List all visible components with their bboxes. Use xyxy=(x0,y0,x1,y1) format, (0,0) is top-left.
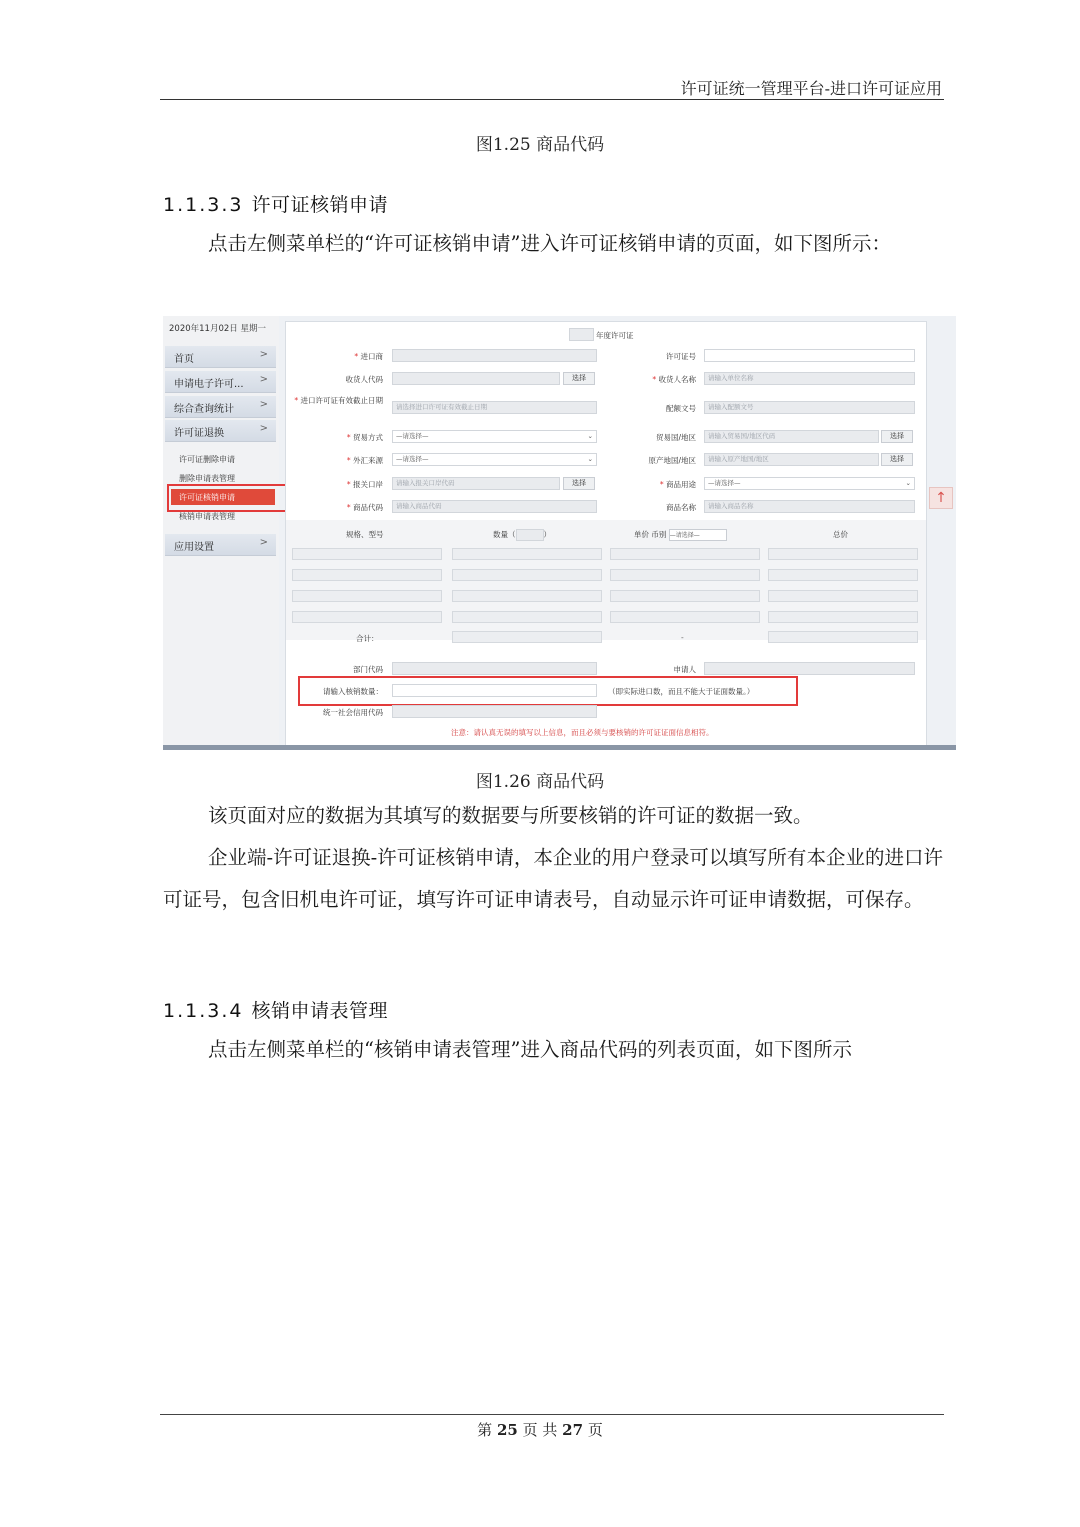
importer-label: * 进口商 xyxy=(354,352,383,361)
col-qty-close: ） xyxy=(543,530,551,539)
goods-name-input[interactable]: 请输入商品名称 xyxy=(704,500,915,513)
col-total: 总价 xyxy=(833,530,848,539)
chevron-down-icon: ⌄ xyxy=(587,432,593,440)
sidebar-item-apply-license[interactable] xyxy=(165,371,276,393)
customs-port-select-button[interactable]: 选择 xyxy=(563,477,595,490)
usage-select[interactable] xyxy=(704,477,915,490)
currency-select-value: —请选择— xyxy=(669,532,700,539)
importer-label-text: 进口商 xyxy=(360,352,383,361)
footer-prefix: 第 xyxy=(477,1421,493,1439)
total-qty-cell xyxy=(452,631,602,643)
paragraph-manage-intro-text: 点击左侧菜单栏的“核销申请表管理”进入商品代码的列表页面，如下图所示 xyxy=(208,1038,852,1061)
form-note: 注意：请认真无误的填写以上信息，而且必须与要核销的许可证证面信息相符。 xyxy=(451,728,714,737)
origin-country-label: 原产地国/地区 xyxy=(648,456,696,465)
footer-suffix: 页 xyxy=(587,1421,603,1439)
highlight-box-menu xyxy=(167,484,298,512)
col-price-label: 单价 币别 xyxy=(634,530,667,539)
sidebar-item-label: 许可证退换 xyxy=(174,428,224,439)
total-amount-cell xyxy=(768,631,918,643)
col-qty xyxy=(493,529,551,541)
submenu-delete-manage[interactable]: 删除申请表管理 xyxy=(179,474,235,483)
sidebar-item-label: 首页 xyxy=(174,354,194,365)
total-label: 合计： xyxy=(356,634,379,643)
consignee-name-label-text: 收货人名称 xyxy=(658,375,696,384)
section-number: 1.1.3.3 xyxy=(163,194,244,216)
customs-port-label: * 报关口岸 xyxy=(346,480,383,489)
expiry-label: * 进口许可证有效截止日期 xyxy=(294,396,383,405)
goods-grid-cell[interactable] xyxy=(292,611,442,623)
goods-grid-cell[interactable] xyxy=(452,590,602,602)
sidebar-item-query-stats[interactable] xyxy=(165,396,276,418)
paragraph-data-consistency-text: 该页面对应的数据为其填写的数据要与所要核销的许可证的数据一致。 xyxy=(208,804,813,827)
year-input[interactable] xyxy=(569,328,594,341)
applicant-input[interactable] xyxy=(704,662,915,675)
currency-select[interactable] xyxy=(669,529,727,541)
customs-port-input[interactable]: 请输入报关口岸代码 xyxy=(392,477,560,490)
dept-code-input[interactable] xyxy=(392,662,597,675)
section-title: 许可证核销申请 xyxy=(251,194,388,216)
submenu-active-label: 许可证核销申请 xyxy=(179,493,235,502)
consignee-name-label: * 收货人名称 xyxy=(652,375,696,384)
year-label: 年度许可证 xyxy=(596,331,634,340)
trade-country-select-button[interactable]: 选择 xyxy=(881,430,913,443)
highlight-box-writeoff xyxy=(298,676,798,706)
applicant-label: 申请人 xyxy=(673,665,696,674)
sidebar-item-label: 申请电子许可... xyxy=(174,379,244,390)
goods-grid-cell[interactable] xyxy=(610,548,760,560)
paragraph-intro xyxy=(163,223,943,265)
goods-grid-cell[interactable] xyxy=(610,590,760,602)
chevron-down-icon: ⌄ xyxy=(587,455,593,463)
trade-mode-select[interactable] xyxy=(392,430,597,443)
chevron-down-icon: ⌄ xyxy=(905,479,911,487)
sidebar-item-home[interactable] xyxy=(165,346,276,368)
trade-mode-label: * 贸易方式 xyxy=(346,433,383,442)
goods-code-input[interactable]: 请输入商品代码 xyxy=(392,500,597,513)
embedded-screenshot xyxy=(163,316,956,750)
license-no-input[interactable] xyxy=(704,349,915,362)
expiry-input[interactable]: 请选择进口许可证有效截止日期 xyxy=(392,401,597,414)
col-price xyxy=(634,529,727,541)
page-number: 25 xyxy=(496,1421,518,1439)
section-number: 1.1.3.4 xyxy=(163,1000,244,1022)
qty-unit-input[interactable] xyxy=(516,529,544,541)
paragraph-enterprise-flow xyxy=(163,837,943,921)
figure-caption-1-26: 图1.26 商品代码 xyxy=(475,772,605,792)
screenshot-bottom-bar xyxy=(163,745,956,750)
sidebar xyxy=(163,316,279,745)
goods-grid-cell[interactable] xyxy=(610,611,760,623)
goods-grid-cell[interactable] xyxy=(292,569,442,581)
origin-country-input[interactable]: 请输入原产地国/地区 xyxy=(704,453,879,466)
sidebar-item-app-settings[interactable] xyxy=(165,534,276,556)
trade-mode-select-value: —请选择— xyxy=(396,432,429,440)
fx-source-label: * 外汇来源 xyxy=(346,456,383,465)
sidebar-date: 2020年11月02日 星期一 xyxy=(169,324,266,334)
footer-mid: 页 共 xyxy=(522,1421,558,1439)
goods-name-label: 商品名称 xyxy=(666,503,696,512)
goods-grid-cell[interactable] xyxy=(768,590,918,602)
fx-source-label-text: 外汇来源 xyxy=(353,456,383,465)
writeoff-qty-label: 请输入核销数量： xyxy=(323,687,383,696)
col-qty-label: 数量（ xyxy=(493,530,516,539)
fx-source-select[interactable] xyxy=(392,453,597,466)
chevron-right-icon: > xyxy=(259,537,268,548)
paragraph-manage-intro xyxy=(163,1029,943,1071)
total-price-dash: - xyxy=(681,633,684,642)
back-to-top-button[interactable] xyxy=(929,487,953,509)
credit-code-label: 统一社会信用代码 xyxy=(323,708,383,717)
goods-grid-cell[interactable] xyxy=(610,569,760,581)
usage-label-text: 商品用途 xyxy=(666,480,696,489)
dept-code-label: 部门代码 xyxy=(353,665,383,674)
consignee-code-label: 收货人代码 xyxy=(345,375,383,384)
section-heading-1-1-3-4 xyxy=(163,996,388,1023)
usage-select-value: —请选择— xyxy=(708,479,741,487)
header-title: 许可证统一管理平台-进口许可证应用 xyxy=(680,79,942,98)
page-total: 27 xyxy=(562,1421,584,1439)
goods-grid-cell[interactable] xyxy=(452,548,602,560)
license-no-label: 许可证号 xyxy=(666,352,696,361)
goods-code-label: * 商品代码 xyxy=(346,503,383,512)
arrow-up-icon: ↑ xyxy=(935,490,947,506)
expiry-label-text: 进口许可证有效截止日期 xyxy=(300,396,383,405)
section-heading-1-1-3-3 xyxy=(163,190,388,217)
paragraph-intro-text: 点击左侧菜单栏的“许可证核销申请”进入许可证核销申请的页面，如下图所示： xyxy=(208,232,891,255)
goods-grid-cell[interactable] xyxy=(452,611,602,623)
chevron-right-icon: > xyxy=(259,374,268,385)
submenu-delete-apply[interactable]: 许可证删除申请 xyxy=(179,455,235,464)
goods-grid-cell[interactable] xyxy=(292,590,442,602)
fx-source-select-value: —请选择— xyxy=(396,455,429,463)
trade-country-input[interactable]: 请输入贸易国/地区代码 xyxy=(704,430,879,443)
footer-rule xyxy=(160,1414,944,1415)
submenu-writeoff-manage[interactable]: 核销申请表管理 xyxy=(179,512,235,521)
chevron-right-icon: > xyxy=(259,399,268,410)
goods-grid-cell[interactable] xyxy=(768,611,918,623)
consignee-name-input[interactable]: 请输入单位名称 xyxy=(704,372,915,385)
goods-grid-cell[interactable] xyxy=(768,569,918,581)
writeoff-qty-hint: （即实际进口数，而且不能大于证面数量。） xyxy=(608,687,755,696)
figure-caption-1-25: 图1.25 商品代码 xyxy=(475,135,605,155)
credit-code-input[interactable] xyxy=(392,705,597,718)
sidebar-item-license-return[interactable] xyxy=(165,420,276,442)
consignee-select-button[interactable]: 选择 xyxy=(563,372,595,385)
sidebar-item-label: 综合查询统计 xyxy=(174,404,234,415)
sidebar-item-label: 应用设置 xyxy=(174,542,214,553)
goods-grid-cell[interactable] xyxy=(292,548,442,560)
usage-label: * 商品用途 xyxy=(659,480,696,489)
col-spec: 规格、型号 xyxy=(346,530,384,539)
page-footer xyxy=(0,1419,1080,1440)
section-title: 核销申请表管理 xyxy=(251,1000,388,1022)
goods-grid-cell[interactable] xyxy=(452,569,602,581)
paragraph-enterprise-flow-text: 企业端-许可证退换-许可证核销申请，本企业的用户登录可以填写所有本企业的进口许可证号，包含旧机电许可证，填写许可证申请表号，自动显示许可证申请数据，可保存。 xyxy=(163,846,943,911)
importer-input[interactable] xyxy=(392,349,597,362)
trade-mode-label-text: 贸易方式 xyxy=(353,433,383,442)
consignee-code-input[interactable] xyxy=(392,372,560,385)
goods-grid-cell[interactable] xyxy=(768,548,918,560)
trade-country-label: 贸易国/地区 xyxy=(655,433,696,442)
goods-code-label-text: 商品代码 xyxy=(353,503,383,512)
chevron-right-icon: > xyxy=(259,423,268,434)
chevron-right-icon: > xyxy=(259,349,268,360)
quota-no-input[interactable]: 请输入配额文号 xyxy=(704,401,915,414)
customs-port-label-text: 报关口岸 xyxy=(353,480,383,489)
paragraph-data-consistency xyxy=(163,795,943,837)
license-form xyxy=(285,321,927,747)
quota-no-label: 配额文号 xyxy=(666,404,696,413)
header-rule xyxy=(160,99,944,100)
origin-country-select-button[interactable]: 选择 xyxy=(881,453,913,466)
